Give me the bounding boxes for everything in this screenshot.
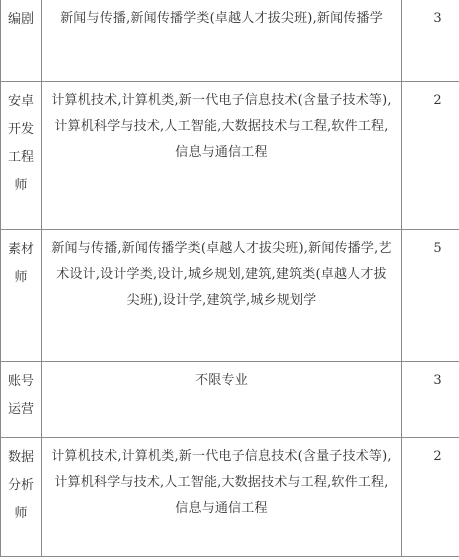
position-title-cell (1, 362, 42, 438)
position-title: 数据分析师 (8, 450, 35, 521)
position-title-cell (1, 0, 42, 82)
position-title: 账号运营 (8, 374, 35, 417)
table-row (1, 230, 459, 362)
major-requirement-cell (42, 0, 402, 82)
headcount-cell (402, 362, 459, 438)
major-requirement: 新闻与传播,新闻传播学类(卓越人才拔尖班),新闻传播学 (60, 11, 383, 26)
position-title-cell (1, 230, 42, 362)
headcount: 2 (433, 93, 442, 108)
major-requirement: 计算机技术,计算机类,新一代电子信息技术(含量子技术等),计算机科学与技术,人工智能,大数据技术与工程,软件工程,信息与通信工程 (51, 93, 392, 160)
major-requirement: 不限专业 (195, 373, 248, 388)
position-title: 安卓开发工程师 (8, 94, 35, 193)
major-requirement: 计算机技术,计算机类,新一代电子信息技术(含量子技术等),计算机科学与技术,人工智能,大数据技术与工程,软件工程,信息与通信工程 (51, 449, 392, 516)
table-row (1, 82, 459, 230)
position-title: 素材师 (8, 242, 35, 285)
position-title: 编剧 (8, 12, 35, 27)
major-requirement-cell (42, 230, 402, 362)
position-title-cell (1, 438, 42, 557)
major-requirement-cell (42, 362, 402, 438)
major-requirement-cell (42, 438, 402, 557)
table-row (1, 0, 459, 82)
headcount: 3 (433, 11, 442, 26)
headcount-cell (402, 438, 459, 557)
headcount: 3 (433, 373, 442, 388)
table-row (1, 362, 459, 438)
headcount: 2 (433, 449, 442, 464)
position-title-cell (1, 82, 42, 230)
headcount-cell (402, 82, 459, 230)
headcount-cell (402, 0, 459, 82)
major-requirement: 新闻与传播,新闻传播学类(卓越人才拔尖班),新闻传播学,艺术设计,设计学类,设计,城乡规划,建筑,建筑类(卓越人才拔尖班),设计学,建筑学,城乡规划学 (51, 241, 392, 308)
table-row (1, 438, 459, 557)
headcount: 5 (433, 241, 442, 256)
headcount-cell (402, 230, 459, 362)
major-requirement-cell (42, 82, 402, 230)
